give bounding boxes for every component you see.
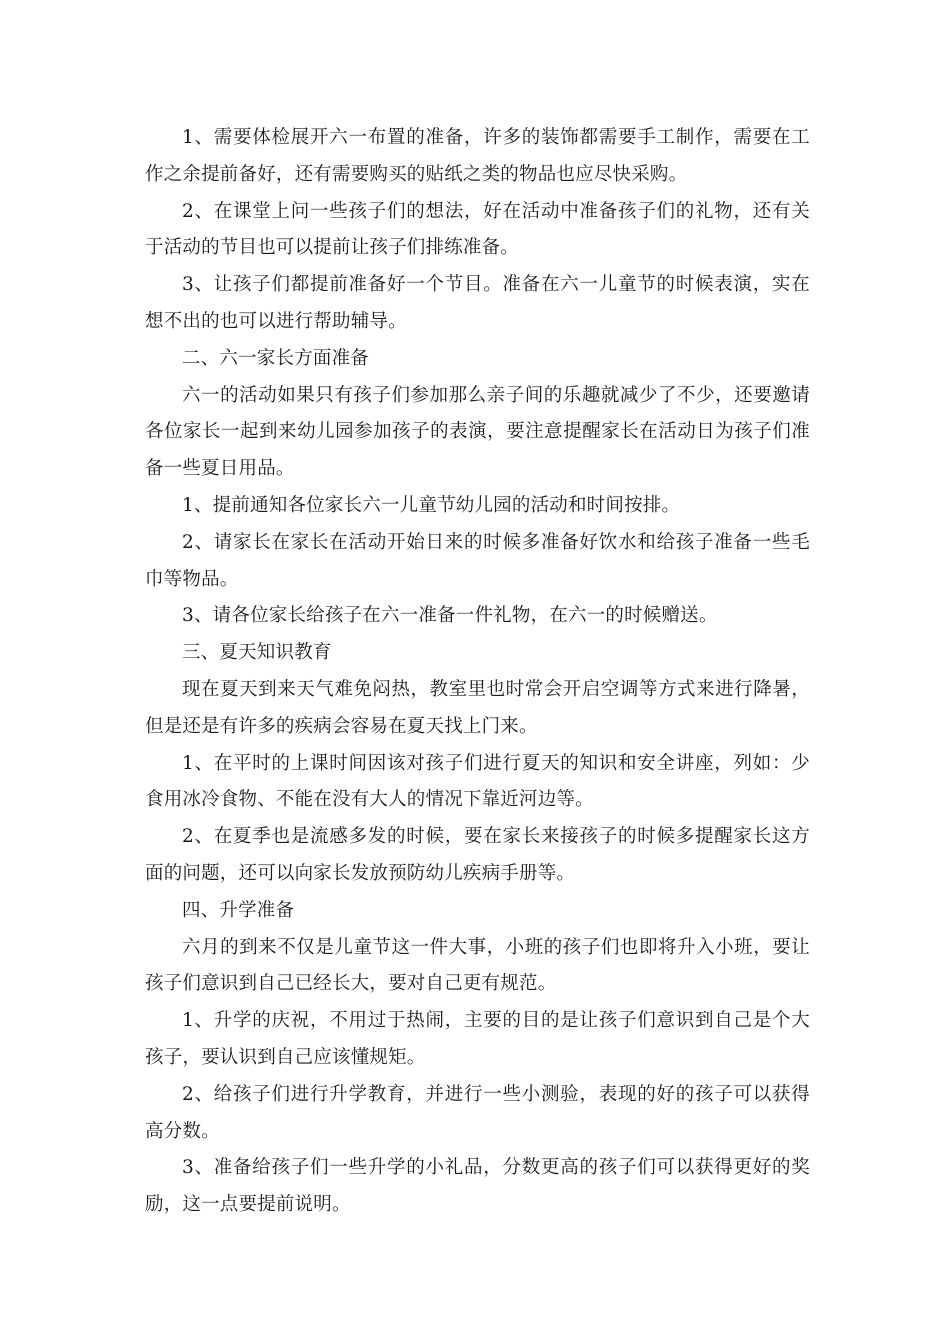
document-body bbox=[145, 120, 810, 1224]
paragraph-summer-item-2: 2、在夏季也是流感多发的时候，要在家长来接孩子的时候多提醒家长这方面的问题，还可以向家长发放预防幼儿疾病手册等。 bbox=[145, 826, 810, 884]
paragraph-promotion-item-1: 1、升学的庆祝，不用过于热闹，主要的目的是让孩子们意识到自己是个大孩子，要认识到自己应该懂规矩。 bbox=[145, 1010, 810, 1068]
paragraph-promotion-item-3: 3、准备给孩子们一些升学的小礼品，分数更高的孩子们可以获得更好的奖励，这一点要提前说明。 bbox=[145, 1157, 810, 1216]
paragraph-parents-item-2: 2、请家长在家长在活动开始日来的时候多准备好饮水和给孩子准备一些毛巾等物品。 bbox=[145, 531, 810, 590]
paragraph-parents-intro: 六一的活动如果只有孩子们参加那么亲子间的乐趣就减少了不少，还要邀请各位家长一起到来幼儿园参加孩子的表演，要注意提醒家长在活动日为孩子们准备一些夏日用品。 bbox=[145, 384, 810, 480]
paragraph-parents-item-3: 3、请各位家长给孩子在六一准备一件礼物，在六一的时候赠送。 bbox=[182, 605, 718, 627]
section-heading-parents: 二、六一家长方面准备 bbox=[182, 347, 370, 369]
paragraph-item-1: 1、需要体检展开六一布置的准备，许多的装饰都需要手工制作，需要在工作之余提前备好，还有需要购买的贴纸之类的物品也应尽快采购。 bbox=[145, 127, 810, 185]
section-heading-promotion: 四、升学准备 bbox=[182, 899, 295, 921]
paragraph-item-2: 2、在课堂上问一些孩子们的想法，好在活动中准备孩子们的礼物，还有关于活动的节目也可以提前让孩子们排练准备。 bbox=[145, 200, 810, 259]
paragraph-parents-item-1: 1、提前通知各位家长六一儿童节幼儿园的活动和时间按排。 bbox=[182, 494, 681, 516]
section-heading-summer: 三、夏天知识教育 bbox=[182, 642, 332, 664]
paragraph-promotion-intro: 六月的到来不仅是儿童节这一件大事，小班的孩子们也即将升入小班，要让孩子们意识到自己已经长大，要对自己更有规范。 bbox=[145, 936, 810, 995]
paragraph-promotion-item-2: 2、给孩子们进行升学教育，并进行一些小测验，表现的好的孩子可以获得高分数。 bbox=[145, 1083, 810, 1142]
paragraph-item-3: 3、让孩子们都提前准备好一个节目。准备在六一儿童节的时候表演，实在想不出的也可以进行帮助辅导。 bbox=[145, 274, 810, 332]
paragraph-summer-intro: 现在夏天到来天气难免闷热，教室里也时常会开启空调等方式来进行降暑，但是还是有许多的疾病会容易在夏天找上门来。 bbox=[145, 678, 810, 737]
paragraph-summer-item-1: 1、在平时的上课时间因该对孩子们进行夏天的知识和安全讲座，列如：少食用冰冷食物、不能在没有大人的情况下靠近河边等。 bbox=[145, 752, 810, 811]
